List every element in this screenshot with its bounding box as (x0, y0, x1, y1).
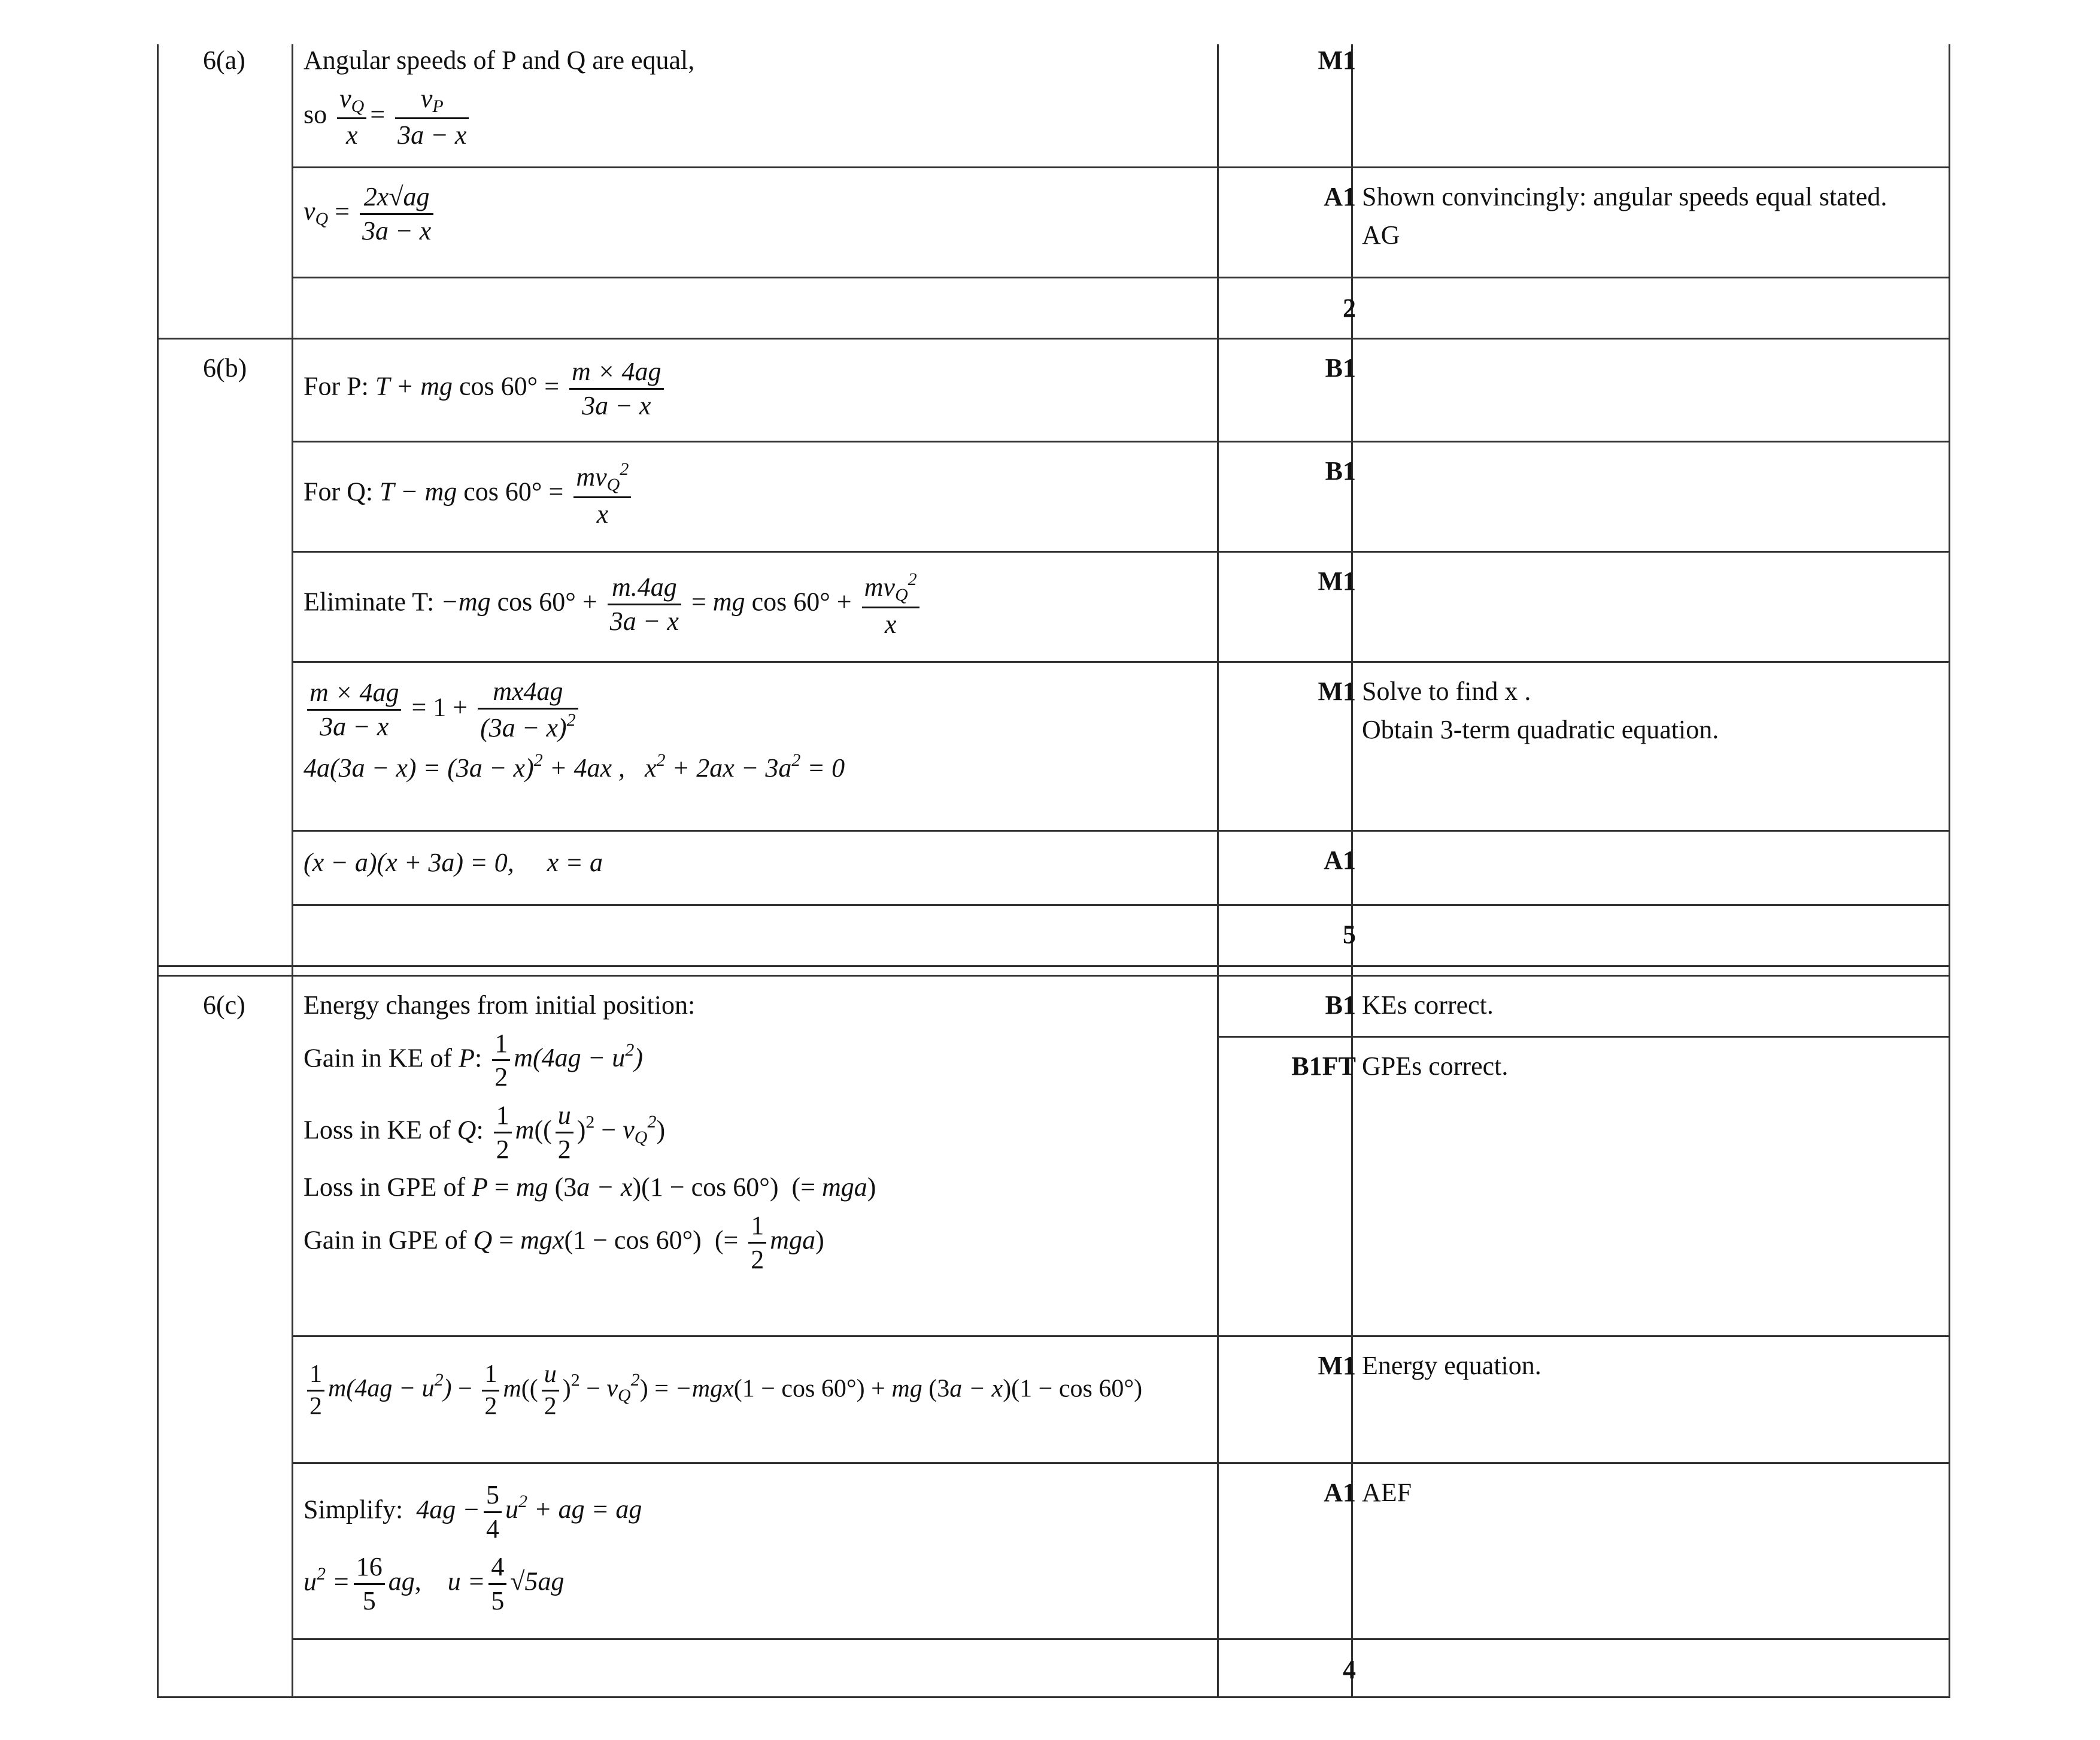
guidance-6a-2 (1362, 181, 1887, 257)
mark-6b-2: B1 (1325, 456, 1356, 486)
guidance-6b-4 (1362, 675, 1719, 751)
answer-6b-row3: Eliminate T: −mg cos 60° + $\frac{m.4ag}{3a - x}$ = mg cos 60° + $\frac{mv_Q^2}{x}$ (304, 569, 923, 640)
row-divider (292, 1335, 1949, 1337)
guidance-6c-2: GPEs correct. (1362, 1051, 1509, 1081)
section-divider (159, 965, 1949, 967)
row-divider (292, 551, 1949, 553)
answer-6c-row1: Energy changes from initial position: Gain in KE of P: $\frac{1}{2}$ $m(4ag - u^2)$ Loss in KE of Q: $\frac{1}{2}$ m(( $\frac{u}{2}$ )$^2 - v_Q^2$) Loss in GPE of P = mg (3a − x)(1 − cos 60°) (= mga) Gain in GPE of Q = mgx(1 − cos 60°) (= $\frac{1}{2}$ mga) (304, 990, 876, 1274)
mark-6b-1: B1 (1325, 353, 1356, 383)
guidance-text: Solve to find x . (1362, 677, 1531, 706)
mark-6a-1: M1 (1318, 46, 1356, 75)
mark-6b-5: A1 (1324, 845, 1356, 875)
section-divider (159, 338, 1949, 339)
column-divider (292, 44, 293, 1696)
section-divider (159, 975, 1949, 977)
question-label-6b: 6(b) (203, 353, 247, 383)
mark-6c-4: A1 (1324, 1478, 1356, 1507)
answer-6b-row1: For P: T + mg cos 60° = $\frac{m \times 4ag}{3a - x}$ (304, 356, 667, 422)
mark-6b-4: M1 (1318, 677, 1356, 706)
question-label-6a: 6(a) (203, 46, 245, 75)
answer-text: Gain in GPE of (304, 1225, 474, 1255)
row-divider (292, 277, 1949, 278)
row-divider (292, 830, 1949, 832)
guidance-text: Obtain 3-term quadratic equation. (1362, 714, 1719, 744)
row-divider (292, 904, 1949, 906)
answer-6a-row2: $v_Q$ = $\frac{2x√ag}{3a - x}$ (304, 181, 437, 247)
answer-6b-row5: (x − a)(x + 3a) = 0, x = a (304, 848, 603, 877)
answer-prefix: so (304, 99, 327, 129)
answer-6a-row1 (304, 44, 694, 157)
guidance-6c-4: AEF (1362, 1478, 1412, 1507)
answer-6c-row3: Simplify: 4ag − $\frac{5}{4}$ $u^2$ + ag = ag $u^2$ = $\frac{16}{5}$ ag, u = $\frac{4}{5}$ √5ag (304, 1480, 642, 1616)
row-divider (292, 661, 1949, 663)
guidance-6c-3: Energy equation. (1362, 1351, 1541, 1380)
row-divider (292, 441, 1949, 442)
answer-text: Energy changes from initial position: (304, 990, 696, 1020)
answer-text: Loss in GPE of (304, 1172, 472, 1202)
answer-prefix: Simplify: (304, 1495, 403, 1524)
answer-prefix: For Q: (304, 477, 374, 507)
row-divider (292, 166, 1949, 168)
row-divider (1217, 1036, 1949, 1038)
mark-6a-2: A1 (1324, 182, 1356, 211)
answer-text: Angular speeds of P and Q are equal, (304, 46, 695, 75)
answer-text: Gain in KE of (304, 1042, 459, 1072)
answer-prefix: For P: (304, 371, 369, 401)
mark-6c-3: M1 (1318, 1351, 1356, 1380)
row-divider (292, 1462, 1949, 1464)
mark-6c-2: B1FT (1291, 1051, 1356, 1081)
row-divider (292, 1638, 1949, 1640)
answer-6c-row2: $\frac{1}{2}$ $m(4ag - u^2)$ − $\frac{1}{2}$ m(( $\frac{u}{2}$ )$^2 - v_Q^2) = -mgx(1 - \cos 60^\circ)$ + mg (3a − x)(1 − cos 60°) (304, 1359, 1142, 1422)
answer-equation: so $\frac{v_Q}{x}$ = $\frac{v_P}{3a - x}$ (304, 83, 694, 151)
mark-scheme-table (157, 44, 1950, 1698)
total-6c: 4 (1343, 1655, 1356, 1684)
guidance-6c-1: KEs correct. (1362, 990, 1494, 1020)
question-label-6c: 6(c) (203, 990, 245, 1020)
guidance-text: Shown convincingly: angular speeds equal stated. (1362, 182, 1887, 211)
mark-6c-1: B1 (1325, 990, 1356, 1020)
guidance-text: AG (1362, 220, 1400, 250)
column-divider (1217, 44, 1219, 1696)
total-6a: 2 (1343, 293, 1356, 323)
answer-6b-row4: $\frac{m \times 4ag}{3a - x}$ = 1 + $\frac{mx4ag}{(3a - x)^2}$ $4a(3a - x) = (3a - x)^2 + 4ax$ , $x^2 + 2ax - 3a^2 = 0$ (304, 677, 845, 783)
answer-6b-row2: For Q: T − mg cos 60° = $\frac{mv_Q^2}{x}$ (304, 459, 635, 530)
mark-6b-3: M1 (1318, 566, 1356, 596)
total-6b: 5 (1343, 920, 1356, 949)
answer-prefix: Eliminate T: (304, 587, 435, 617)
answer-text: Loss in KE of (304, 1115, 457, 1145)
